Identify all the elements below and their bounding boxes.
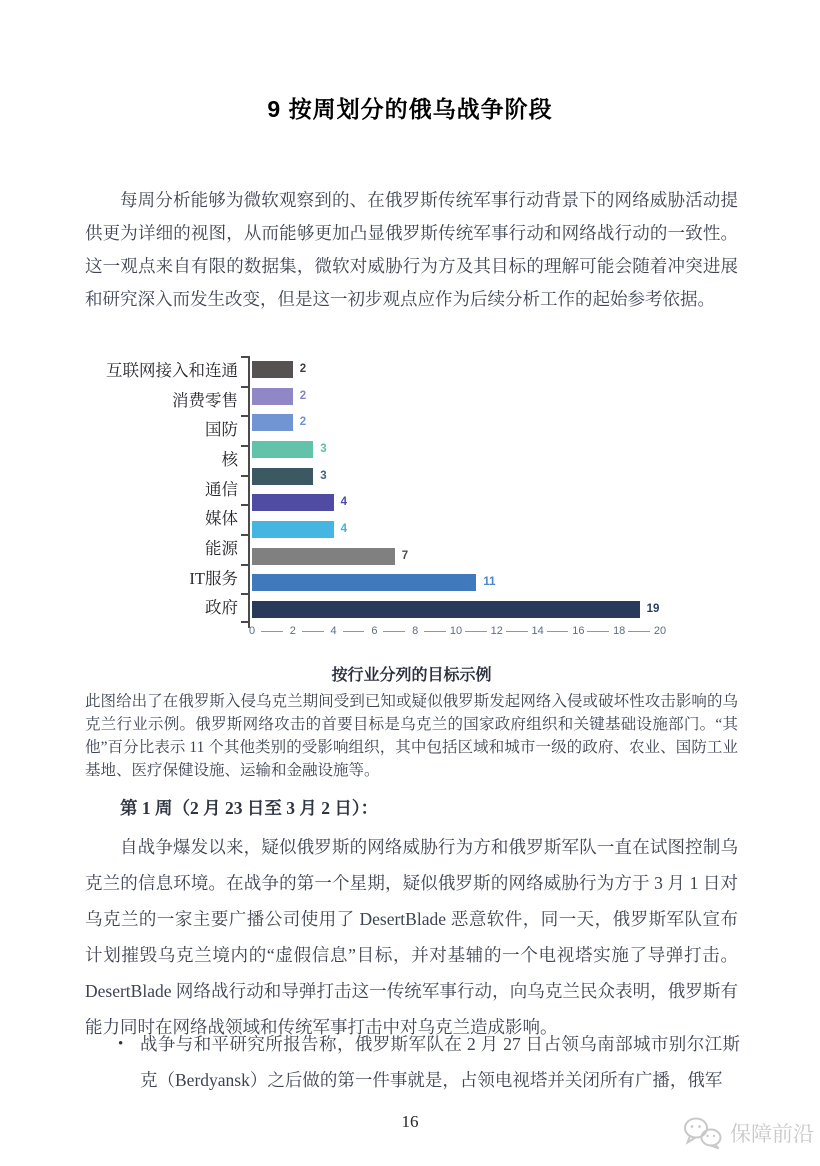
- targets-by-industry-bar-chart: [85, 348, 765, 648]
- chart-caption: 按行业分列的目标示例: [331, 667, 492, 684]
- y-axis-tick: [241, 386, 248, 388]
- page-title: 9 按周划分的俄乌战争阶段: [267, 96, 553, 123]
- bar-value-label: 3: [320, 469, 327, 482]
- bar-value-label: 4: [340, 523, 347, 536]
- chat-bubbles-icon: [683, 1116, 723, 1150]
- category-label: 政府: [205, 598, 238, 618]
- category-label: 国防: [205, 420, 238, 440]
- x-axis-tick-label: 20: [653, 625, 667, 637]
- y-axis-tick: [241, 356, 248, 358]
- chart-bar: [252, 361, 293, 378]
- x-axis-tick-label: 10: [449, 625, 463, 637]
- category-label: 互联网接入和连通: [106, 361, 238, 380]
- bar-value-label: 4: [340, 496, 347, 509]
- week1-heading: 第 1 周（2 月 23 日至 3 月 2 日）：: [120, 798, 379, 818]
- bar-value-label: 3: [320, 442, 327, 455]
- bar-value-label: 7: [401, 549, 409, 562]
- x-axis-tick-label: 4: [330, 625, 337, 637]
- y-axis-tick: [241, 475, 248, 477]
- x-axis-line-segment: [547, 631, 569, 632]
- chart-bar: [252, 494, 334, 511]
- x-axis-line-segment: [465, 631, 487, 632]
- intro-paragraph: 每周分析能够为微软观察到的、在俄罗斯传统军事行动背景下的网络威胁活动提供更为详细的视图，从而能够更加凸显俄罗斯传统军事行动和网络战行动的一致性。这一观点来自有限的数据集，微软对威胁行为方及其目标的理解可能会随着冲突进展和研究深入而发生改变，但是这一初步观点应作为后续分析工作的起始参考依据。: [85, 190, 738, 309]
- bullet-item: [85, 1026, 740, 1098]
- page-number: 16: [401, 1112, 419, 1131]
- watermark-label: 保障前沿: [730, 1123, 814, 1146]
- x-axis-tick-label: 8: [412, 625, 419, 637]
- bar-value-label: 2: [299, 362, 307, 375]
- chart-bar: [252, 521, 334, 538]
- chart-bar: [252, 574, 476, 591]
- chart-bar: [252, 441, 313, 458]
- watermark: [683, 1113, 814, 1153]
- x-axis-line-segment: [424, 631, 446, 632]
- y-axis-tick: [241, 593, 248, 595]
- category-label: IT服务: [189, 568, 238, 588]
- x-axis-tick-label: 14: [531, 625, 544, 637]
- x-axis-tick-label: 18: [613, 625, 626, 637]
- chart-bar: [252, 414, 293, 431]
- x-axis-line-segment: [302, 631, 324, 632]
- y-axis-tick: [241, 564, 248, 566]
- bar-value-label: 2: [299, 389, 307, 402]
- category-label: 能源: [205, 539, 238, 558]
- category-label: 核: [221, 450, 238, 469]
- bar-value-label: 11: [483, 576, 496, 589]
- chart-bar: [252, 601, 640, 618]
- chart-bar: [252, 468, 313, 485]
- x-axis-line-segment: [587, 631, 609, 632]
- x-axis-tick-label: 2: [289, 625, 296, 637]
- category-label: 媒体: [205, 509, 238, 529]
- chart-bar: [252, 548, 395, 565]
- bar-value-label: 2: [299, 416, 307, 429]
- x-axis-tick-label: 6: [371, 625, 378, 637]
- chart-y-axis-line: [248, 356, 250, 628]
- x-axis-line-segment: [343, 631, 365, 632]
- x-axis-line-segment: [506, 631, 528, 632]
- y-axis-tick: [241, 534, 248, 536]
- category-label: 通信: [205, 479, 238, 499]
- x-axis-tick-label: 0: [248, 625, 256, 637]
- y-axis-tick: [241, 415, 248, 417]
- x-axis-line-segment: [383, 631, 405, 632]
- week1-paragraph: 自战争爆发以来，疑似俄罗斯的网络威胁行为方和俄罗斯军队一直在试图控制乌克兰的信息环境。在战争的第一个星期，疑似俄罗斯的网络威胁行为方于 3 月 1 日对乌克兰的一家主要广播公司使用了 DesertBlade 恶意软件，同一天，俄罗斯军队宣布计划摧毁乌克兰境内的“虚假信息”目标，并对基辅的一个电视塔实施了导弹打击。DesertBlade 网络战行动和导弹打击这一传统军事行动，向乌克兰民众表明，俄罗斯有能力同时在网络战领域和传统军事打击中对乌克兰造成影响。: [85, 837, 738, 1037]
- chart-note: 此图给出了在俄罗斯入侵乌克兰期间受到已知或疑似俄罗斯发起网络入侵或破坏性攻击影响的乌克兰行业示例。俄罗斯网络攻击的首要目标是乌克兰的国家政府组织和关键基础设施部门。“其他”百分比表示 11 个其他类别的受影响组织，其中包括区域和城市一级的政府、农业、国防工业基地、医疗保健设施、运输和金融设施等。: [85, 693, 738, 779]
- x-axis-line-segment: [261, 631, 283, 632]
- bar-value-label: 19: [646, 603, 660, 616]
- y-axis-tick: [241, 445, 248, 447]
- y-axis-tick: [241, 621, 248, 623]
- x-axis-line-segment: [628, 631, 650, 632]
- bullet-marker: •: [118, 1036, 124, 1052]
- category-label: 消费零售: [172, 390, 238, 410]
- chart-bar: [252, 388, 293, 405]
- bullet-text: 战争与和平研究所报告称，俄罗斯军队在 2 月 27 日占领乌南部城市别尔江斯克（Berdyansk）之后做的第一件事就是，占领电视塔并关闭所有广播，俄军: [140, 1034, 740, 1090]
- y-axis-tick: [241, 504, 248, 506]
- x-axis-tick-label: 12: [490, 625, 503, 637]
- x-axis-tick-label: 16: [572, 625, 585, 637]
